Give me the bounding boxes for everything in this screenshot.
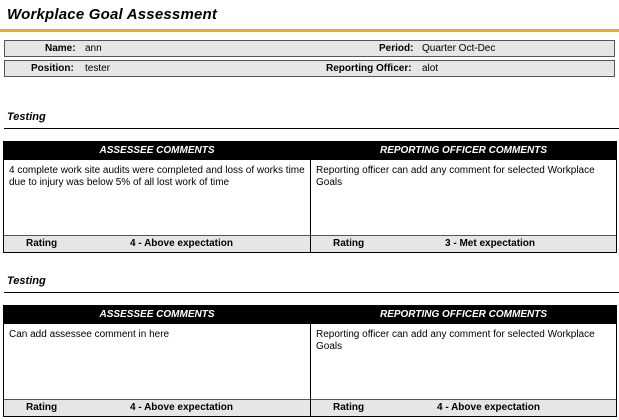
officer-comment-text: Reporting officer can add any comment for selected Workplace Goals: [311, 324, 616, 400]
position-value: tester: [85, 63, 111, 74]
page-title: Workplace Goal Assessment: [7, 6, 218, 23]
assessee-rating-value: 4 - Above expectation: [130, 402, 233, 413]
goal-divider: [4, 292, 619, 293]
position-label: Position:: [31, 63, 74, 74]
position-officer-row: [4, 60, 615, 77]
period-label: Period:: [379, 43, 414, 54]
officer-rating-bar: [311, 235, 616, 252]
goal-comment-block: [3, 141, 617, 253]
assessee-rating-bar: [4, 399, 310, 416]
reporting-officer-label: Reporting Officer:: [326, 63, 412, 74]
name-label: Name:: [45, 43, 76, 54]
officer-rating-label: Rating: [333, 402, 365, 413]
assessee-rating-label: Rating: [26, 402, 58, 413]
officer-comments-header: REPORTING OFFICER COMMENTS: [311, 306, 616, 324]
reporting-officer-value: alot: [422, 63, 439, 74]
officer-rating-bar: [311, 399, 616, 416]
officer-comments-header: REPORTING OFFICER COMMENTS: [311, 142, 616, 160]
name-period-row: [4, 40, 615, 57]
name-value: ann: [85, 43, 102, 54]
goal-title: Testing: [7, 275, 46, 287]
officer-rating-label: Rating: [333, 238, 365, 249]
assessee-comments-header: ASSESSEE COMMENTS: [4, 306, 310, 324]
goal-title: Testing: [7, 111, 46, 123]
assessee-rating-value: 4 - Above expectation: [130, 238, 233, 249]
assessee-comment-text: Can add assessee comment in here: [4, 324, 310, 400]
assessee-comments-header: ASSESSEE COMMENTS: [4, 142, 310, 160]
assessee-comment-text: 4 complete work site audits were completed and loss of works time due to injury was below 5% of all lost work of time: [4, 160, 310, 236]
assessee-rating-label: Rating: [26, 238, 58, 249]
officer-rating-value: 4 - Above expectation: [437, 402, 540, 413]
period-value: Quarter Oct-Dec: [422, 43, 496, 54]
officer-rating-value: 3 - Met expectation: [445, 238, 536, 249]
assessee-rating-bar: [4, 235, 310, 252]
officer-comment-text: Reporting officer can add any comment for selected Workplace Goals: [311, 160, 616, 236]
title-divider: [0, 29, 619, 32]
goal-divider: [4, 128, 619, 129]
goal-comment-block: [3, 305, 617, 417]
